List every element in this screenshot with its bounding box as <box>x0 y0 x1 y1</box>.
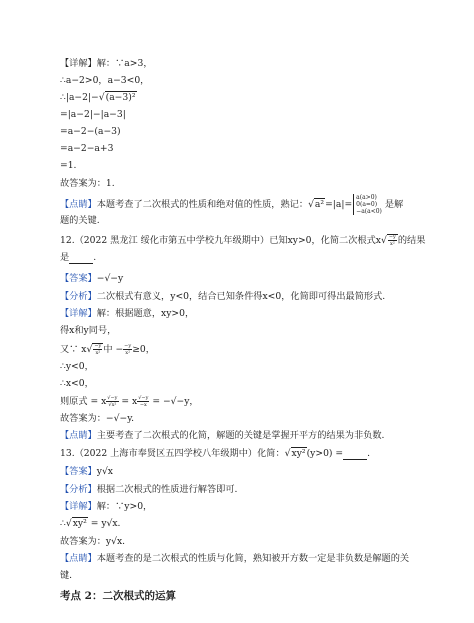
line-comment: 【点睛】本题考查了二次根式的性质和绝对值的性质，熟记：√a²=|a|= a(a>0) 0(a=0) −a(a<0) 是解 <box>60 194 404 215</box>
line-step: =a−2−(a−3) <box>60 126 121 137</box>
question-13: 13.（2022 上海市奉贤区五四学校八年级期中）化简：√xy²(y>0) = . <box>60 448 371 459</box>
line-step: =a−2−a+3 <box>60 143 114 154</box>
line-answer: 故答案为：1. <box>60 178 115 189</box>
comment-13: 键. <box>60 570 73 581</box>
question-12: 是 . <box>60 252 97 263</box>
line-step: ∴|a−2|−√(a−3)² <box>60 92 136 103</box>
line-step: =1. <box>60 160 77 171</box>
line-step: ∴a−2>0，a−3<0， <box>60 75 150 86</box>
analysis-12: 【分析】二次根式有意义，y<0，结合已知条件得x<0，化简即可得出最简形式. <box>60 291 386 302</box>
line-comment: 题的关键. <box>60 215 100 226</box>
comment-13: 【点睛】本题考查的是二次根式的性质与化简，熟知被开方数一定是非负数是解题的关 <box>60 553 410 564</box>
line-step: 则原式 = x $\frac{√-y}{\text{√x²}}$ = x $\frac{√-y}{-x}$ = −√−y， <box>60 395 199 408</box>
question-12: 12.（2022 黑龙江 绥化市第五中学校九年级期中）已知xy>0，化简二次根式x√ $\frac{-y}{\text{x²}}$ 的结果 <box>60 234 426 247</box>
line-step: 得x和y同号， <box>60 325 117 336</box>
line-answer: 故答案为：−√−y. <box>60 413 135 424</box>
section-heading: 考点 2：二次根式的运算 <box>60 590 176 602</box>
answer-13: 【答案】y√x <box>60 466 113 477</box>
line-step: ∴x<0， <box>60 378 94 389</box>
line-step: =|a−2|−|a−3| <box>60 109 126 120</box>
comment-12: 【点睛】主要考查了二次根式的化简，解题的关键是掌握开平方的结果为非负数. <box>60 430 385 441</box>
line-answer: 故答案为：y√x. <box>60 536 126 547</box>
analysis-13: 【分析】根据二次根式的性质进行解答即可. <box>60 484 238 495</box>
answer-12: 【答案】−√−y <box>60 273 124 284</box>
detail-12: 【详解】解：根据题意，xy>0， <box>60 308 195 319</box>
detail-13: 【详解】解：∵y>0， <box>60 501 153 512</box>
line-step: ∴y<0， <box>60 361 94 372</box>
line-detail-start: 【详解】解：∵a>3， <box>60 58 153 69</box>
line-step: ∴√xy² = y√x. <box>60 518 121 529</box>
line-step: 又∵ x√ $\frac{-y}{\text{x²}}$ 中 − $\frac{-y}{\text{x²}}$ ≥0， <box>60 343 155 356</box>
